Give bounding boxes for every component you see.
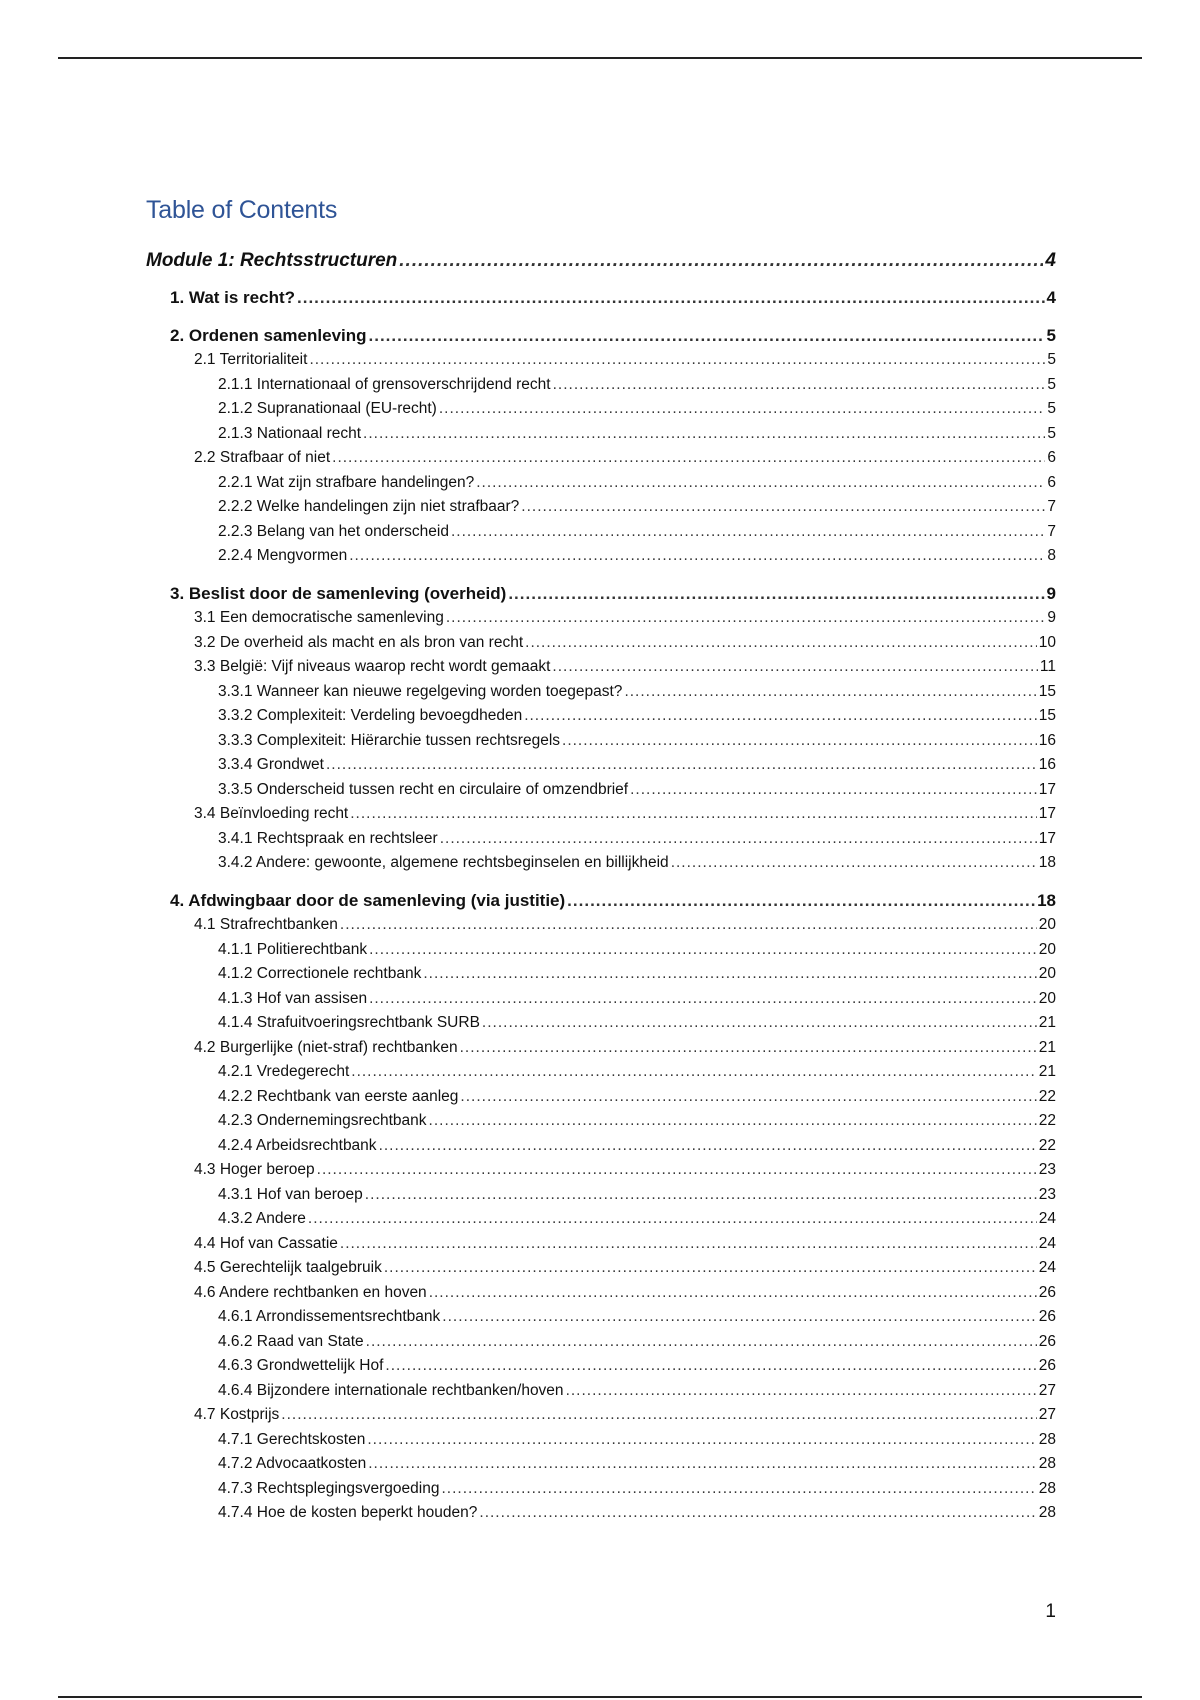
- toc-entry-page: 11: [1039, 658, 1056, 675]
- toc-entry[interactable]: [146, 1011, 1056, 1036]
- toc-entry-page: 7: [1047, 522, 1056, 540]
- toc-entry[interactable]: [146, 286, 1056, 311]
- toc-entry-page: 6: [1047, 473, 1056, 491]
- toc-entry-label: 4.1.3 Hof van assisen: [218, 989, 368, 1007]
- dot-leader: [460, 1036, 1037, 1061]
- dot-leader: [281, 1403, 1036, 1428]
- toc-entry[interactable]: [146, 1477, 1056, 1502]
- toc-entry-page: 15: [1038, 682, 1056, 700]
- toc-entry-label: 4.1.4 Strafuitvoeringsrechtbank SURB: [218, 1014, 480, 1031]
- header-rule: [58, 57, 1142, 59]
- toc-entry-label: 4.6.4 Bijzondere internationale rechtbanken/hoven: [218, 1381, 564, 1399]
- toc-entry-label: 3.4 Beïnvloeding recht: [194, 805, 349, 822]
- toc-entry[interactable]: [146, 1207, 1056, 1232]
- dot-leader: [460, 1085, 1036, 1110]
- toc-entry-label: 4.3.1 Hof van beroep: [218, 1185, 363, 1203]
- toc-entry-page: 9: [1046, 583, 1056, 603]
- toc-entry-page: 17: [1038, 829, 1056, 847]
- dot-leader: [525, 631, 1037, 656]
- dot-leader: [399, 246, 1043, 276]
- toc-entry-label: 3.3 België: Vijf niveaus waarop recht wordt gemaakt: [194, 658, 551, 675]
- toc-entry-page: 9: [1047, 609, 1056, 626]
- dot-leader: [482, 1011, 1037, 1036]
- dot-leader: [521, 495, 1045, 520]
- toc-entry-page: 18: [1037, 890, 1056, 910]
- toc-entry[interactable]: [146, 913, 1056, 938]
- dot-leader: [508, 582, 1044, 607]
- toc-entry-page: 5: [1046, 325, 1056, 345]
- toc-entry[interactable]: [146, 938, 1056, 963]
- toc-entry[interactable]: [146, 851, 1056, 876]
- toc-entry[interactable]: [146, 962, 1056, 987]
- toc-entry[interactable]: [146, 1428, 1056, 1453]
- toc-entry[interactable]: [146, 1134, 1056, 1159]
- toc-entry[interactable]: [146, 802, 1056, 827]
- dot-leader: [385, 1354, 1036, 1379]
- toc-entry-page: 17: [1038, 780, 1056, 798]
- toc-entry-page: 26: [1038, 1308, 1056, 1325]
- dot-leader: [368, 1452, 1037, 1477]
- toc-entry-label: 4.1.2 Correctionele rechtbank: [218, 965, 422, 982]
- toc-entry-page: 26: [1038, 1357, 1056, 1374]
- toc-entry-label: 3.1 Een democratische samenleving: [194, 609, 444, 626]
- toc-entry-label: 4.6 Andere rechtbanken en hoven: [194, 1283, 427, 1301]
- dot-leader: [309, 348, 1045, 373]
- toc-entry-page: 26: [1038, 1332, 1056, 1350]
- toc-entry-page: 23: [1038, 1185, 1056, 1203]
- toc-entry[interactable]: [146, 1379, 1056, 1404]
- toc-entry-page: 4: [1045, 250, 1056, 271]
- toc-entry[interactable]: [146, 704, 1056, 729]
- toc-entry-label: 3.2 De overheid als macht en als bron van recht: [194, 633, 524, 651]
- dot-leader: [442, 1305, 1036, 1330]
- dot-leader: [479, 1501, 1036, 1526]
- toc-entry-label: 2.2.3 Belang van het onderscheid: [218, 522, 449, 540]
- dot-leader: [366, 1330, 1037, 1355]
- toc-entry-page: 26: [1038, 1283, 1056, 1301]
- dot-leader: [308, 1207, 1037, 1232]
- dot-leader: [552, 655, 1037, 680]
- toc-entry-label: 2.1 Territorialiteit: [194, 351, 308, 368]
- dot-leader: [441, 1477, 1036, 1502]
- toc-entry[interactable]: [146, 1109, 1056, 1134]
- dot-leader: [524, 704, 1037, 729]
- toc-entry-label: 4. Afdwingbaar door de samenleving (via justitie): [170, 890, 566, 910]
- toc-entry[interactable]: [146, 1281, 1056, 1306]
- toc-entry[interactable]: [146, 324, 1056, 349]
- toc-entry-page: 4: [1046, 288, 1056, 307]
- toc-entry[interactable]: [146, 729, 1056, 754]
- toc-entry-label: 4.7.2 Advocaatkosten: [218, 1455, 367, 1472]
- toc-entry-page: 28: [1038, 1430, 1056, 1448]
- toc-entry-page: 15: [1038, 707, 1056, 724]
- toc-entry-page: 23: [1038, 1161, 1056, 1178]
- toc-entry[interactable]: [146, 397, 1056, 422]
- toc-entry[interactable]: [146, 520, 1056, 545]
- dot-leader: [624, 680, 1036, 705]
- toc-entry-label: 4.5 Gerechtelijk taalgebruik: [194, 1259, 382, 1276]
- toc-entry[interactable]: [146, 1452, 1056, 1477]
- dot-leader: [630, 778, 1037, 803]
- toc-entry-page: 17: [1038, 805, 1056, 822]
- toc-entry[interactable]: [146, 1354, 1056, 1379]
- toc-entry-label: 4.6.1 Arrondissementsrechtbank: [218, 1308, 441, 1325]
- toc-entry[interactable]: [146, 1330, 1056, 1355]
- toc-title: Table of Contents: [146, 196, 338, 224]
- toc-entry[interactable]: [146, 1036, 1056, 1061]
- toc-entry-label: 4.7.3 Rechtsplegingsvergoeding: [218, 1479, 440, 1497]
- toc-entry[interactable]: [146, 246, 1056, 286]
- toc-entry-page: 24: [1038, 1234, 1056, 1252]
- dot-leader: [317, 1158, 1037, 1183]
- toc-entry-label: 4.6.2 Raad van State: [218, 1332, 364, 1350]
- toc-entry-label: 4.7.1 Gerechtskosten: [218, 1430, 366, 1448]
- toc-entry-page: 28: [1038, 1455, 1056, 1472]
- toc-entry-label: 4.1 Strafrechtbanken: [194, 916, 338, 933]
- dot-leader: [369, 938, 1037, 963]
- toc-entry[interactable]: [146, 1085, 1056, 1110]
- dot-leader: [476, 471, 1045, 496]
- toc-entry-page: 6: [1047, 449, 1056, 466]
- dot-leader: [562, 729, 1037, 754]
- dot-leader: [429, 1109, 1037, 1134]
- toc-entry-page: 22: [1038, 1136, 1056, 1154]
- toc-entry-label: 4.2.3 Ondernemingsrechtbank: [218, 1112, 427, 1129]
- dot-leader: [297, 286, 1045, 311]
- toc-entry-label: 2.2.4 Mengvormen: [218, 547, 348, 564]
- toc-entry-page: 5: [1047, 424, 1056, 442]
- toc-entry-label: 2.1.2 Supranationaal (EU-recht): [218, 400, 437, 417]
- toc-entry-page: 28: [1038, 1504, 1056, 1521]
- toc-entry-label: 4.2 Burgerlijke (niet-straf) rechtbanken: [194, 1038, 458, 1056]
- dot-leader: [553, 373, 1046, 398]
- toc-entry[interactable]: [146, 680, 1056, 705]
- toc-entry-label: 4.3 Hoger beroep: [194, 1161, 315, 1178]
- toc-entry-label: 3.4.1 Rechtspraak en rechtsleer: [218, 829, 438, 847]
- toc-entry[interactable]: [146, 446, 1056, 471]
- dot-leader: [369, 987, 1037, 1012]
- toc-entry[interactable]: [146, 582, 1056, 607]
- toc-entry-label: 2. Ordenen samenleving: [170, 325, 367, 345]
- toc-entry-label: 3.3.1 Wanneer kan nieuwe regelgeving worden toegepast?: [218, 682, 623, 700]
- toc-entry[interactable]: [146, 471, 1056, 496]
- dot-leader: [439, 397, 1046, 422]
- toc-entry-page: 5: [1047, 375, 1056, 393]
- toc-entry[interactable]: [146, 373, 1056, 398]
- toc-entry-label: 1. Wat is recht?: [170, 288, 296, 307]
- toc-entry-label: 3.3.2 Complexiteit: Verdeling bevoegdheden: [218, 707, 523, 724]
- toc-entry-page: 7: [1047, 498, 1056, 515]
- toc-entry-label: 4.4 Hof van Cassatie: [194, 1234, 338, 1252]
- toc-entry-page: 21: [1038, 1038, 1056, 1056]
- toc-entry-label: 4.1.1 Politierechtbank: [218, 940, 368, 958]
- toc-entry-page: 24: [1038, 1259, 1056, 1276]
- dot-leader: [365, 1183, 1037, 1208]
- toc-entry[interactable]: [146, 987, 1056, 1012]
- toc-entry[interactable]: [146, 1256, 1056, 1281]
- dot-leader: [423, 962, 1036, 987]
- toc-entry-page: 18: [1038, 854, 1056, 871]
- toc-entry-page: 20: [1038, 989, 1056, 1007]
- toc-entry-label: Module 1: Rechtsstructuren: [146, 250, 398, 271]
- toc-entry-page: 21: [1038, 1063, 1056, 1080]
- toc-entry-page: 22: [1038, 1112, 1056, 1129]
- toc-entry-label: 2.2 Strafbaar of niet: [194, 449, 331, 466]
- toc-entry-page: 21: [1038, 1014, 1056, 1031]
- toc-entry[interactable]: [146, 544, 1056, 569]
- toc-entry[interactable]: [146, 348, 1056, 373]
- dot-leader: [451, 520, 1045, 545]
- toc-entry-label: 4.7 Kostprijs: [194, 1406, 280, 1423]
- dot-leader: [440, 827, 1037, 852]
- toc-entry-label: 3.3.3 Complexiteit: Hiërarchie tussen rechtsregels: [218, 731, 561, 749]
- toc-entry-label: 3. Beslist door de samenleving (overheid): [170, 583, 507, 603]
- dot-leader: [429, 1281, 1037, 1306]
- toc-entry[interactable]: [146, 1183, 1056, 1208]
- toc-entry-label: 4.3.2 Andere: [218, 1210, 306, 1227]
- toc-entry[interactable]: [146, 753, 1056, 778]
- footer-rule: [58, 1696, 1142, 1698]
- toc-entry-page: 28: [1038, 1479, 1056, 1497]
- toc-entry-page: 8: [1047, 547, 1056, 564]
- toc-entry[interactable]: [146, 422, 1056, 447]
- toc-entry-label: 2.1.1 Internationaal of grensoverschrijdend recht: [218, 375, 551, 393]
- toc-entry[interactable]: [146, 495, 1056, 520]
- toc-entry[interactable]: [146, 889, 1056, 914]
- dot-leader: [351, 1060, 1036, 1085]
- toc-entry-label: 4.2.4 Arbeidsrechtbank: [218, 1136, 377, 1154]
- toc-entry-page: 5: [1047, 351, 1056, 368]
- dot-leader: [379, 1134, 1037, 1159]
- dot-leader: [340, 913, 1037, 938]
- dot-leader: [671, 851, 1037, 876]
- toc-entry-label: 4.2.2 Rechtbank van eerste aanleg: [218, 1087, 459, 1105]
- toc-entry-page: 27: [1038, 1381, 1056, 1399]
- toc-entry[interactable]: [146, 606, 1056, 631]
- toc-entry[interactable]: [146, 827, 1056, 852]
- dot-leader: [369, 324, 1045, 349]
- dot-leader: [350, 802, 1037, 827]
- toc-entry-label: 4.7.4 Hoe de kosten beperkt houden?: [218, 1504, 478, 1521]
- dot-leader: [340, 1232, 1037, 1257]
- toc-entry[interactable]: [146, 1060, 1056, 1085]
- toc-entry-page: 10: [1038, 633, 1056, 651]
- dot-leader: [332, 446, 1045, 471]
- dot-leader: [363, 422, 1045, 447]
- toc-entry-label: 4.2.1 Vredegerecht: [218, 1063, 350, 1080]
- toc-entry-page: 16: [1038, 731, 1056, 749]
- toc-entry-page: 20: [1038, 965, 1056, 982]
- toc-entry[interactable]: [146, 778, 1056, 803]
- toc-entry-label: 4.6.3 Grondwettelijk Hof: [218, 1357, 384, 1374]
- toc-entry[interactable]: [146, 631, 1056, 656]
- toc-entry-page: 24: [1038, 1210, 1056, 1227]
- toc-entry-page: 5: [1047, 400, 1056, 417]
- dot-leader: [566, 1379, 1037, 1404]
- toc-entry[interactable]: [146, 1403, 1056, 1428]
- dot-leader: [326, 753, 1037, 778]
- table-of-contents: [146, 246, 1056, 1526]
- toc-entry-label: 2.1.3 Nationaal recht: [218, 424, 362, 442]
- dot-leader: [446, 606, 1046, 631]
- dot-leader: [567, 889, 1035, 914]
- toc-entry-page: 20: [1038, 916, 1056, 933]
- dot-leader: [349, 544, 1045, 569]
- toc-entry-label: 3.3.5 Onderscheid tussen recht en circulaire of omzendbrief: [218, 780, 629, 798]
- toc-entry-page: 27: [1038, 1406, 1056, 1423]
- toc-entry[interactable]: [146, 655, 1056, 680]
- dot-leader: [384, 1256, 1037, 1281]
- toc-entry-label: 2.2.2 Welke handelingen zijn niet strafbaar?: [218, 498, 520, 515]
- page-number: 1: [1045, 1601, 1056, 1622]
- toc-entry-label: 2.2.1 Wat zijn strafbare handelingen?: [218, 473, 475, 491]
- toc-entry-page: 16: [1038, 756, 1056, 773]
- toc-entry-page: 20: [1038, 940, 1056, 958]
- toc-entry-page: 22: [1038, 1087, 1056, 1105]
- dot-leader: [367, 1428, 1036, 1453]
- toc-entry[interactable]: [146, 1501, 1056, 1526]
- toc-entry-label: 3.3.4 Grondwet: [218, 756, 324, 773]
- toc-entry[interactable]: [146, 1305, 1056, 1330]
- toc-entry[interactable]: [146, 1232, 1056, 1257]
- toc-entry[interactable]: [146, 1158, 1056, 1183]
- toc-entry-label: 3.4.2 Andere: gewoonte, algemene rechtsbeginselen en billijkheid: [218, 854, 669, 871]
